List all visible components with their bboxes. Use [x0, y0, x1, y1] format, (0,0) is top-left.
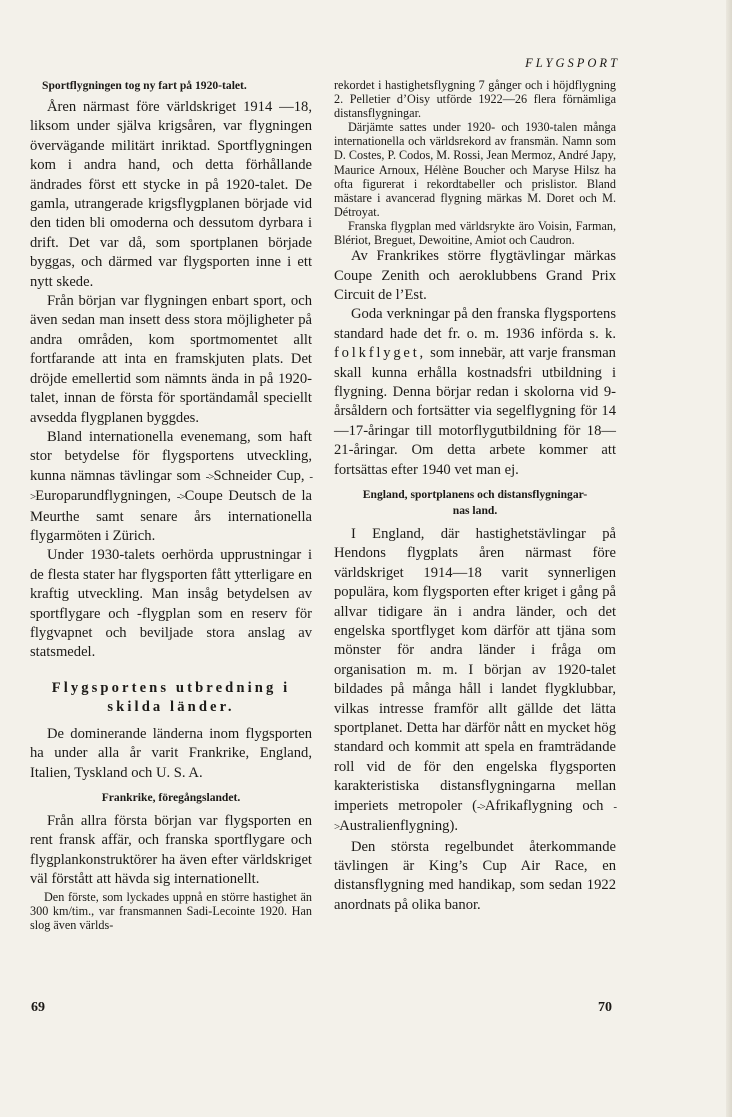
- paragraph: [334, 305, 616, 480]
- page-number-right: 70: [598, 1000, 612, 1015]
- small-paragraph: Franska flygplan med världsrykte äro Voisin, Farman, Blériot, Breguet, Dewoitine, Amiot och Caudron.: [334, 218, 616, 248]
- small-paragraph: rekordet i hastighetsflygning 7 gånger och i höjdflygning 2. Pelletier d’Oisy utförde 1922—26 flera förnämliga distansflygningar.: [334, 78, 616, 121]
- cross-ref-arrow-icon: ->: [477, 800, 485, 813]
- paragraph-text: Goda verkningar på den franska flygsportens standard hade det fr. o. m. 1936 införda s. k.: [334, 306, 616, 342]
- running-head: FLYGSPORT: [525, 56, 620, 70]
- paragraph-text: som innebär, att varje fransman skall kunna erhålla kostnadsfri utbildning i flygning. Denna börjar redan i skolorna vid 9-årsåldern och fortsätter via segelflygning för 14—17-åringar till motorflygutbildning för 18—21-åringar. Om detta arbete kommer att fortsättas efter 1940 vet man ej.: [334, 345, 616, 478]
- cross-reference-link[interactable]: Australienflygning: [339, 818, 450, 835]
- section-heading: [30, 679, 312, 717]
- section-subheading: [334, 487, 616, 519]
- paragraph-text: I England, där hastighetstävlingar på Hendons flygplats åren närmast före världskriget 1914—18 varit synnerligen populära, kom flygsporten efter kriget i gång på allvar tidigare än i andra länder, och det engelska sportflyget kom därför att tjäna som mönster för andra länder i fråga om organisation m. m. I början av 1920-talet bildades på många håll i landet flygklubbar, vilkas intresse framför allt gällde det lätta sportplanet. Detta har därför nått en mycket hög standard och kommit att spela en framträdande roll vid de för den engelska flygsporten karakteristiska distansflygningarna mellan imperiets metropoler: [334, 526, 616, 814]
- cross-ref-arrow-icon: ->: [334, 800, 616, 834]
- page-number-left: 69: [31, 1000, 45, 1015]
- section-subheading: Sportflygningen tog ny fart på 1920-talet.: [42, 79, 247, 92]
- paragraph: Under 1930-talets oerhörda upprustningar i de flesta stater har flygsporten fått ytterligare en kraftig utveckling. Man insåg betydelsen av sportflygare och -flygplan som en reserv för flygvapnet och beviljade stora anslag av statsmedel.: [30, 547, 312, 661]
- cross-ref-arrow-icon: ->: [205, 470, 214, 483]
- section-subheading-line: England, sportplanens och distansflygningar-: [362, 488, 588, 501]
- emphasized-term: folkflyget,: [334, 345, 426, 362]
- section-subheading: Frankrike, föregångslandet.: [101, 791, 241, 804]
- cross-ref-arrow-icon: ->: [176, 491, 185, 504]
- right-column: [334, 78, 616, 915]
- small-paragraph: Den förste, som lyckades uppnå en större hastighet än 300 km/tim., var fransmannen Sadi-Lecointe 1920. Han slog även världs-: [30, 889, 312, 932]
- section-heading-line: Flygsportens utbredning i: [51, 679, 291, 696]
- cross-reference-link[interactable]: Afrikaflygning: [484, 797, 573, 814]
- paragraph: I England, där hastighetstävlingar på Hendons flygplats åren närmast före världskriget 1914—18 varit synnerligen populära, kom flygsporten efter kriget i gång på allvar tidigare än i andra länder, och det engelska sportflyget kom därför att tjäna som mönster för andra länder i fråga om organisation m. m. I början av 1920-talet bildades på många håll i landet flygklubbar, vilkas intresse framför allt gällde det lätta sportplanet. Detta har därför nått en mycket hög standard och kommit att spela en framträdande roll vid de för den engelska flygsporten karakteristiska distansflygningarna mellan imperiets metropoler (->Afrikaflygning och ->Australienflygning).: [334, 526, 616, 835]
- paragraph: Åren närmast före världskriget 1914 —18, liksom under själva krigsåren, var flygningen övervägande militärt inriktad. Sportflygningen kom i andra hand, och detta förhållande ändrades först ett stycke in på 1920-talet. De gamla, utrangerade krigsflygplanen började vid den tiden bli omoderna och dessutom dyrbara i drift. Det var då, som sportplanen började byggas, och därmed var flygsporten inne i ett nytt skede.: [30, 99, 312, 290]
- page-edge: [726, 0, 732, 1117]
- paragraph: Av Frankrikes större flygtävlingar märkas Coupe Zenith och aeroklubbens Grand Prix Circuit de l’Est.: [334, 248, 616, 303]
- cross-reference-link[interactable]: Europarundflygningen,: [35, 488, 171, 505]
- paragraph: Från början var flygningen enbart sport, och även sedan man insett dess stora möjligheter på andra områden, kom sportmomentet allt fortfarande att inta en framskjuten plats. Det dröjde emellertid som nämnts ända in på 1920-talet, innan de första för sportändamål speciellt avsedda flygplanen byggdes.: [30, 293, 312, 426]
- paragraph: De dominerande länderna inom flygsporten ha under alla år varit Frankrike, England, Italien, Tyskland och U. S. A.: [30, 725, 312, 781]
- section-subheading-line: nas land.: [452, 504, 498, 517]
- paragraph: [30, 428, 312, 546]
- left-column: [30, 78, 312, 932]
- paragraph-text: ).: [449, 818, 458, 835]
- paragraph: Från allra första början var flygsporten en rent fransk affär, och franska sportflygare och flygplankonstruktörer ha även efter världskriget väl förstått att hävda sig internationellt.: [30, 813, 312, 888]
- paragraph-text: samt senare års internationella flygarmöten i Zürich.: [30, 508, 312, 544]
- cross-reference-link[interactable]: Schneider Cup,: [213, 467, 305, 484]
- cross-reference-link[interactable]: Coupe Deutsch de la Meurthe: [30, 488, 312, 525]
- paragraph-text: och: [582, 797, 604, 814]
- cross-ref-arrow-icon: ->: [30, 470, 312, 504]
- paragraph-text: Bland internationella evenemang, som haft stor betydelse för flygsportens utveckling, kunna nämnas tävlingar som: [30, 428, 312, 484]
- paragraph: Den största regelbundet återkommande tävlingen är King’s Cup Air Race, en distansflygning med handikap, som sedan 1922 anordnats på olika banor.: [334, 838, 616, 913]
- small-paragraph: Därjämte sattes under 1920- och 1930-talen många internationella och världsrekord av fransmän. Namn som D. Costes, P. Codos, M. Rossi, Jean Mermoz, André Japy, Maurice Arnoux, Hélène Boucher och Maryse Hilsz ha ofta figurerat i rekordtabeller och prislistor. Bland mästare i avancerad flygning märkas M. Doret och M. Détroyat.: [334, 120, 616, 219]
- section-heading-line: skilda länder.: [107, 698, 235, 715]
